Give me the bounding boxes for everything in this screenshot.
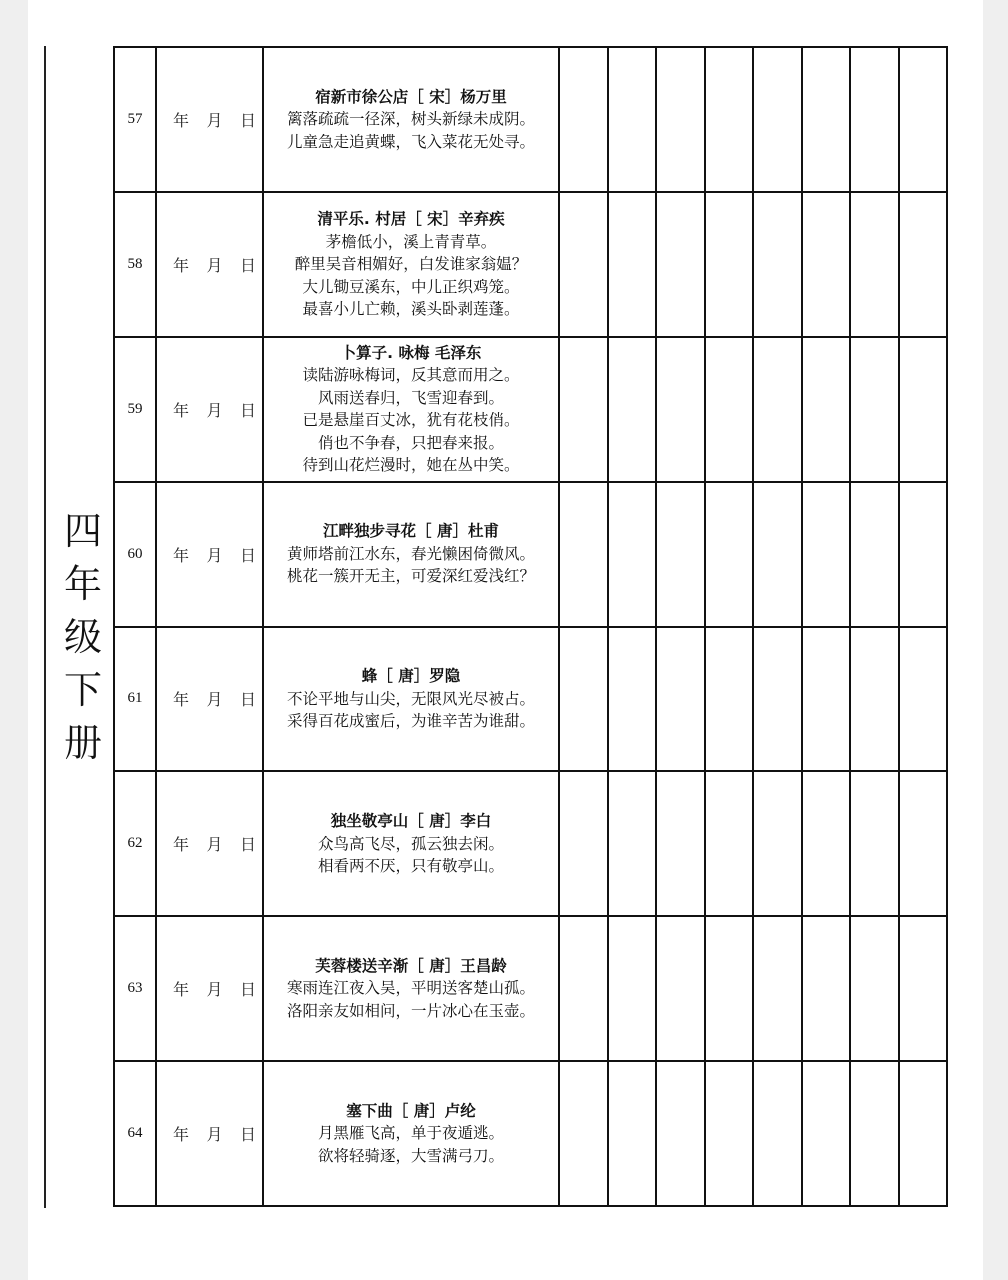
- checkin-cell[interactable]: [705, 771, 754, 916]
- checkin-cell[interactable]: [753, 916, 802, 1061]
- date-month-label: 月: [206, 690, 223, 710]
- date-fields: [157, 543, 262, 566]
- poem-line: 众鸟高飞尽，孤云独去闲。: [317, 834, 504, 853]
- binding-margin-line: [44, 46, 46, 1208]
- date-cell[interactable]: [156, 337, 263, 482]
- checkin-cell[interactable]: [899, 627, 948, 772]
- poem-row: [114, 1061, 947, 1206]
- poem-line: 大儿锄豆溪东，中儿正织鸡笼。: [302, 277, 520, 296]
- row-number: 61: [114, 627, 156, 772]
- date-cell[interactable]: [156, 627, 263, 772]
- poem-cell: [263, 1061, 559, 1206]
- poem-line: 欲将轻骑逐，大雪满弓刀。: [317, 1146, 504, 1165]
- poem-line: 桃花一簇开无主，可爱深红爱浅红？: [286, 567, 535, 586]
- checkin-cell[interactable]: [705, 1061, 754, 1206]
- checkin-cell[interactable]: [656, 771, 705, 916]
- checkin-cell[interactable]: [608, 192, 657, 337]
- poem-row: [114, 482, 947, 627]
- poem-row: [114, 916, 947, 1061]
- poem-cell: [263, 627, 559, 772]
- date-year-label: 年: [173, 980, 190, 1000]
- row-number: 57: [114, 47, 156, 192]
- checkin-cell[interactable]: [559, 771, 608, 916]
- checkin-cell[interactable]: [850, 192, 899, 337]
- poem-line: 读陆游咏梅词，反其意而用之。: [302, 366, 520, 385]
- date-month-label: 月: [206, 1125, 223, 1145]
- date-day-label: 日: [239, 980, 256, 1000]
- poem-title: 清平乐. 村居［ 宋］辛弃疾: [317, 210, 505, 229]
- checkin-cell[interactable]: [802, 47, 851, 192]
- date-cell[interactable]: [156, 771, 263, 916]
- grade-char: 级: [63, 615, 102, 659]
- checkin-cell[interactable]: [753, 192, 802, 337]
- poem-line: 寒雨连江夜入吴，平明送客楚山孤。: [286, 979, 535, 998]
- date-cell[interactable]: [156, 916, 263, 1061]
- checkin-cell[interactable]: [899, 916, 948, 1061]
- checkin-cell[interactable]: [608, 916, 657, 1061]
- checkin-cell[interactable]: [608, 337, 657, 482]
- checkin-cell[interactable]: [802, 192, 851, 337]
- checkin-cell[interactable]: [753, 771, 802, 916]
- grade-label: [58, 505, 108, 770]
- date-fields: [157, 832, 262, 855]
- date-month-label: 月: [206, 255, 223, 275]
- checkin-cell[interactable]: [850, 47, 899, 192]
- poem-row: [114, 627, 947, 772]
- date-fields: [157, 1122, 262, 1145]
- poem-title: 宿新市徐公店［ 宋］杨万里: [315, 87, 507, 106]
- checkin-cell[interactable]: [899, 192, 948, 337]
- checkin-cell[interactable]: [656, 1061, 705, 1206]
- date-day-label: 日: [239, 255, 256, 275]
- date-day-label: 日: [239, 1125, 256, 1145]
- date-fields: [157, 398, 262, 421]
- checkin-cell[interactable]: [899, 771, 948, 916]
- checkin-cell[interactable]: [802, 627, 851, 772]
- poem-title: 蜂［ 唐］罗隐: [361, 667, 461, 686]
- poem-line: 儿童急走追黄蝶，飞入菜花无处寻。: [286, 132, 535, 151]
- checkin-cell[interactable]: [608, 482, 657, 627]
- checkin-cell[interactable]: [802, 482, 851, 627]
- checkin-cell[interactable]: [705, 192, 754, 337]
- checkin-cell[interactable]: [559, 627, 608, 772]
- checkin-cell[interactable]: [802, 1061, 851, 1206]
- row-number: 64: [114, 1061, 156, 1206]
- date-fields: [157, 108, 262, 131]
- checkin-cell[interactable]: [608, 1061, 657, 1206]
- date-month-label: 月: [206, 400, 223, 420]
- date-day-label: 日: [239, 835, 256, 855]
- checkin-cell[interactable]: [753, 627, 802, 772]
- date-month-label: 月: [206, 835, 223, 855]
- row-number: 58: [114, 192, 156, 337]
- poem-row: [114, 337, 947, 482]
- poem-line: 月黑雁飞高，单于夜遁逃。: [317, 1124, 504, 1143]
- checkin-cell[interactable]: [850, 1061, 899, 1206]
- checkin-cell[interactable]: [802, 771, 851, 916]
- date-day-label: 日: [239, 110, 256, 130]
- poem-line: 洛阳亲友如相问，一片冰心在玉壶。: [286, 1001, 535, 1020]
- checkin-cell[interactable]: [899, 47, 948, 192]
- checkin-cell[interactable]: [899, 482, 948, 627]
- poem-line: 采得百花成蜜后，为谁辛苦为谁甜。: [286, 712, 535, 731]
- poem-line: 茅檐低小，溪上青青草。: [325, 232, 497, 251]
- checkin-cell[interactable]: [559, 916, 608, 1061]
- grade-char: 册: [63, 721, 102, 765]
- checkin-cell[interactable]: [608, 771, 657, 916]
- checkin-cell[interactable]: [850, 916, 899, 1061]
- date-fields: [157, 253, 262, 276]
- checkin-cell[interactable]: [559, 1061, 608, 1206]
- poem-cell: [263, 337, 559, 482]
- checkin-cell[interactable]: [753, 482, 802, 627]
- row-number: 60: [114, 482, 156, 627]
- row-number: 62: [114, 771, 156, 916]
- grade-char: 年: [63, 562, 102, 606]
- poem-line: 最喜小儿亡赖，溪头卧剥莲蓬。: [302, 300, 520, 319]
- poem-line: 篱落疏疏一径深，树头新绿未成阴。: [286, 110, 535, 129]
- poem-cell: [263, 192, 559, 337]
- checkin-cell[interactable]: [656, 337, 705, 482]
- checkin-cell[interactable]: [656, 192, 705, 337]
- checkin-cell[interactable]: [753, 1061, 802, 1206]
- checkin-cell[interactable]: [559, 47, 608, 192]
- checkin-cell[interactable]: [705, 482, 754, 627]
- poem-row: [114, 192, 947, 337]
- grade-char: 下: [63, 668, 102, 712]
- poem-line: 醉里吴音相媚好，白发谁家翁媪？: [294, 255, 528, 274]
- date-cell[interactable]: [156, 482, 263, 627]
- poem-cell: [263, 916, 559, 1061]
- checkin-cell[interactable]: [559, 337, 608, 482]
- poem-line: 俏也不争春，只把春来报。: [317, 433, 504, 452]
- date-year-label: 年: [173, 690, 190, 710]
- checkin-cell[interactable]: [850, 482, 899, 627]
- checkin-cell[interactable]: [705, 47, 754, 192]
- checkin-cell[interactable]: [705, 337, 754, 482]
- poem-row: [114, 771, 947, 916]
- date-fields: [157, 977, 262, 1000]
- checkin-cell[interactable]: [608, 47, 657, 192]
- checkin-cell[interactable]: [705, 627, 754, 772]
- poem-title: 塞下曲［ 唐］卢纶: [346, 1101, 476, 1120]
- poem-title: 卜算子. 咏梅 毛泽东: [340, 343, 482, 362]
- date-year-label: 年: [173, 255, 190, 275]
- date-year-label: 年: [173, 1125, 190, 1145]
- poem-log-table: [113, 46, 948, 1207]
- checkin-cell[interactable]: [705, 916, 754, 1061]
- date-month-label: 月: [206, 110, 223, 130]
- date-year-label: 年: [173, 545, 190, 565]
- date-year-label: 年: [173, 835, 190, 855]
- poem-line: 不论平地与山尖，无限风光尽被占。: [286, 689, 535, 708]
- date-year-label: 年: [173, 110, 190, 130]
- poem-line: 相看两不厌，只有敬亭山。: [317, 857, 504, 876]
- poem-cell: [263, 771, 559, 916]
- date-day-label: 日: [239, 545, 256, 565]
- date-month-label: 月: [206, 980, 223, 1000]
- poem-cell: [263, 482, 559, 627]
- checkin-cell[interactable]: [850, 337, 899, 482]
- poem-title: 江畔独步寻花［ 唐］杜甫: [323, 522, 499, 541]
- date-year-label: 年: [173, 400, 190, 420]
- date-day-label: 日: [239, 690, 256, 710]
- poem-line: 风雨送春归，飞雪迎春到。: [317, 388, 504, 407]
- checkin-cell[interactable]: [559, 192, 608, 337]
- poem-title: 芙蓉楼送辛渐［ 唐］王昌龄: [315, 956, 507, 975]
- date-month-label: 月: [206, 545, 223, 565]
- date-fields: [157, 687, 262, 710]
- checkin-cell[interactable]: [608, 627, 657, 772]
- grade-char: 四: [63, 509, 102, 553]
- checkin-cell[interactable]: [753, 47, 802, 192]
- checkin-cell[interactable]: [559, 482, 608, 627]
- checkin-cell[interactable]: [899, 1061, 948, 1206]
- checkin-cell[interactable]: [850, 627, 899, 772]
- checkin-cell[interactable]: [656, 47, 705, 192]
- checkin-cell[interactable]: [753, 337, 802, 482]
- checkin-cell[interactable]: [656, 627, 705, 772]
- poem-row: [114, 47, 947, 192]
- date-cell[interactable]: [156, 192, 263, 337]
- checkin-cell[interactable]: [656, 482, 705, 627]
- date-cell[interactable]: [156, 1061, 263, 1206]
- checkin-cell[interactable]: [850, 771, 899, 916]
- row-number: 63: [114, 916, 156, 1061]
- checkin-cell[interactable]: [802, 916, 851, 1061]
- poem-title: 独坐敬亭山［ 唐］李白: [330, 812, 492, 831]
- checkin-cell[interactable]: [899, 337, 948, 482]
- checkin-cell[interactable]: [802, 337, 851, 482]
- date-cell[interactable]: [156, 47, 263, 192]
- poem-line: 已是悬崖百丈冰，犹有花枝俏。: [302, 411, 520, 430]
- row-number: 59: [114, 337, 156, 482]
- checkin-cell[interactable]: [656, 916, 705, 1061]
- poem-line: 待到山花烂漫时，她在丛中笑。: [302, 456, 520, 475]
- date-day-label: 日: [239, 400, 256, 420]
- poem-cell: [263, 47, 559, 192]
- poem-line: 黄师塔前江水东，春光懒困倚微风。: [286, 544, 535, 563]
